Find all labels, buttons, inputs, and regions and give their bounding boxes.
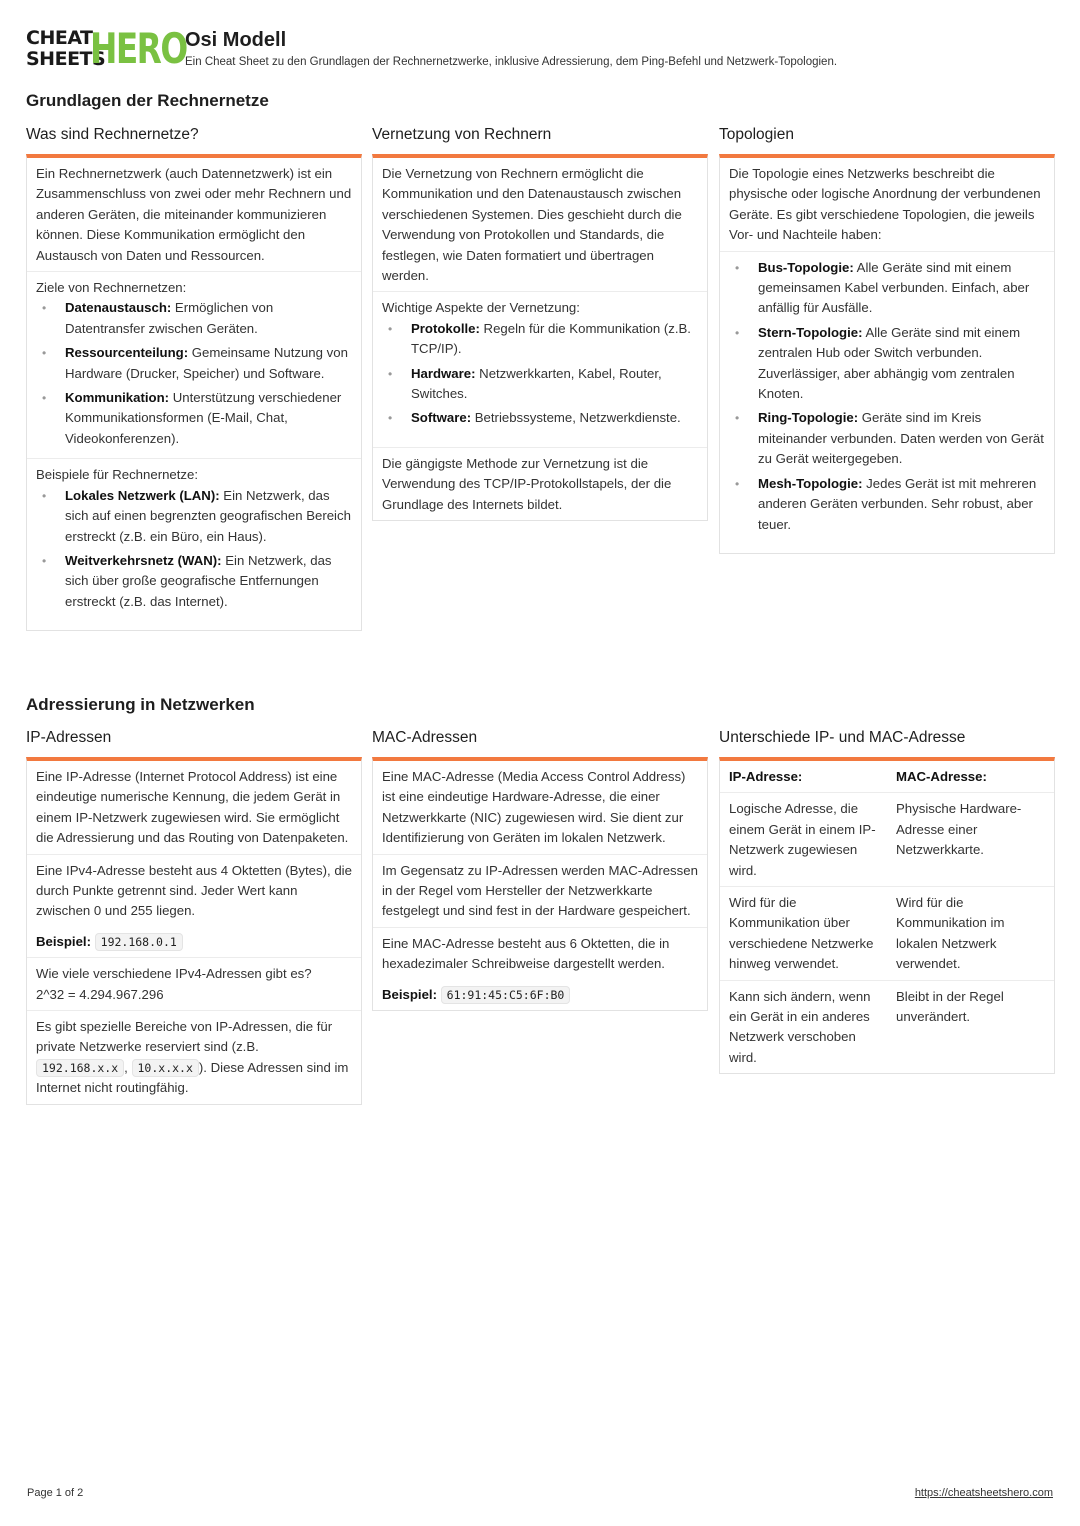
table-row [720,887,1054,981]
ipv4-block [27,855,361,959]
card-topologien [719,154,1055,554]
mac-definition: Eine MAC-Adresse (Media Access Control Address) ist eine eindeutige Hardware-Adresse, die einer Netzwerkkarte (NIC) zugewiesen wird. Sie dient zur Identifizierung von Geräten im lokalen Netzwerk. [373,761,707,855]
section-title-grundlagen: Grundlagen der Rechnernetze [26,91,269,110]
ipv4-text: Eine IPv4-Adresse besteht aus 4 Oktetten (Bytes), die durch Punkte getrennt sind. Jeder Wert kann zwischen 0 und 255 liegen. [36,862,352,919]
card-mac-adressen [372,757,708,1011]
list-item [36,388,352,449]
column-vernetzung [372,126,708,521]
list-item-text: Gemeinsame Nutzung von Hardware (Drucker, Speicher) und Software. [65,345,348,381]
list-item-term: Lokales Netzwerk (LAN): [65,487,220,503]
example-label: Beispiel: [382,986,437,1002]
ip-example-code: 192.168.0.1 [95,933,183,951]
table-row [720,793,1054,887]
page-number: Page 1 of 2 [27,1487,84,1499]
card-title: Unterschiede IP- und MAC-Adresse [719,729,966,746]
cell-ip: Logische Adresse, die einem Gerät in einem IP-Netzwerk zugewiesen wird. [720,793,887,887]
header-mac: MAC-Adresse: [887,761,1054,793]
list-item-text: Ein Netzwerk, das sich über große geografische Entfernungen erstreckt (z.B. das Internet). [65,552,332,609]
list-item-text: Ermöglichen von Datentransfer zwischen Geräten. [65,300,274,336]
card-title: IP-Adressen [26,729,112,746]
card-vernetzung [372,154,708,521]
examples-block [27,459,361,630]
example-label: Beispiel: [36,933,91,949]
list-item [729,408,1045,469]
list-item-text: Regeln für die Kommunikation (z.B. TCP/IP). [411,320,691,357]
column-topologien [719,126,1055,554]
list-item-term: Stern-Topologie: [758,324,863,340]
list-item-text: Alle Geräte sind mit einem zentralen Hub oder Switch verbunden. Zuverlässiger, aber abhängig vom zentralen Knoten. [758,324,1021,402]
cell-ip: Wird für die Kommunikation über verschiedene Netzwerke hinweg verwendet. [720,887,887,981]
list-item-term: Weitverkehrsnetz (WAN): [65,552,222,568]
private-ranges-sep: , [124,1059,132,1075]
card-rechnernetze [26,154,362,631]
list-item-term: Kommunikation: [65,390,170,406]
ip-example [36,932,352,952]
list-item-term: Ressourcenteilung: [65,345,189,361]
cheatsheetshero-logo[interactable] [26,24,187,73]
list-item-term: Bus-Topologie: [758,259,854,275]
ipv4-count-block [27,958,361,1011]
list-item-term: Datenaustausch: [65,300,172,316]
private-ranges-block [27,1011,361,1104]
page-title: Osi Modell [185,29,287,51]
page-subtitle: Ein Cheat Sheet zu den Grundlagen der Rechnernetzwerke, inklusive Adressierung, dem Ping-Befehl und Netzwerk-Topologien. [185,56,838,68]
private-range-code-2: 10.x.x.x [132,1059,199,1077]
list-item [729,323,1045,405]
mac-example [382,985,698,1005]
intro-text: Ein Rechnernetzwerk (auch Datennetzwerk) ist ein Zusammenschluss von zwei oder mehr Rechnern und anderen Geräten, die miteinander kommunizieren können. Diese Kommunikation ermöglicht den Austausch von Daten und Ressourcen. [27,158,361,272]
topology-block [720,252,1054,553]
private-range-code-1: 192.168.x.x [36,1059,124,1077]
list-item [729,474,1045,535]
ipv4-count-answer: 2^32 = 4.294.967.296 [36,986,164,1002]
column-ip-adressen [26,729,362,1105]
intro-text: Die Vernetzung von Rechnern ermöglicht die Kommunikation und den Datenaustausch zwischen verschiedenen Systemen. Dies geschieht durch die Verwendung von Protokollen und Standards, die festlegen, wie Daten formatiert und übertragen werden. [373,158,707,292]
card-title: Was sind Rechnernetze? [26,126,199,143]
list-item [36,343,352,384]
mac-format-block [373,928,707,1010]
examples-list [36,486,352,612]
aspects-label: Wichtige Aspekte der Vernetzung: [382,300,580,316]
goals-label: Ziele von Rechnernetzen: [36,280,187,296]
list-item-text: Ein Netzwerk, das sich auf einen begrenzten geografischen Bereich erstreckt (z.B. ein Büro, ein Haus). [65,487,351,544]
list-item [36,486,352,547]
section-title-adressierung: Adressierung in Netzwerken [26,695,255,714]
cell-mac: Physische Hardware-Adresse einer Netzwerkkarte. [887,793,1054,887]
list-item [36,298,352,339]
private-ranges-pre: Es gibt spezielle Bereiche von IP-Adressen, die für private Netzwerke reserviert sind (z.B. [36,1019,333,1055]
header [26,24,1056,73]
list-item-text: Geräte sind im Kreis miteinander verbunden. Daten werden von Gerät zu Gerät weitergegeben. [758,410,1044,467]
list-item-text: Jedes Gerät ist mit mehreren anderen Geräten verbunden. Sehr robust, aber teuer. [758,475,1037,532]
cell-mac: Bleibt in der Regel unverändert. [896,988,1004,1025]
ip-definition: Eine IP-Adresse (Internet Protocol Address) ist eine eindeutige numerische Kennung, die jedem Gerät in einem IP-Netzwerk zugewiesen wird. Sie ermöglicht die Adressierung und das Routing von Datenpaketen. [27,761,361,855]
list-item-term: Hardware: [411,365,476,381]
card-unterschiede [719,757,1055,1074]
intro-text: Die Topologie eines Netzwerks beschreibt die physische oder logische Anordnung der verbundenen Geräte. Es gibt verschiedene Topologien, die jeweils Vor- und Nachteile haben: [720,158,1054,252]
logo-hero: HERO [90,24,187,73]
list-item-term: Protokolle: [411,320,480,336]
logo-line1: CHEAT [26,27,93,49]
aspects-block [373,292,707,447]
card-title: Topologien [719,126,794,143]
list-item [36,551,352,612]
card-ip-adressen [26,757,362,1105]
list-item-text: Netzwerkkarten, Kabel, Router, Switches. [411,365,662,402]
list-item-text: Alle Geräte sind mit einem gemeinsamen Kabel verbunden. Einfach, aber anfällig für Ausfälle. [758,259,1030,316]
card-title: Vernetzung von Rechnern [372,126,552,143]
topology-list [729,258,1045,535]
list-item-term: Mesh-Topologie: [758,475,863,491]
card-title: MAC-Adressen [372,729,478,746]
aspects-list [382,319,698,429]
goals-list [36,298,352,449]
table-header-row [720,761,1054,793]
cell-mac: Wird für die Kommunikation im lokalen Netzwerk verwendet. [887,887,1054,981]
list-item [382,364,698,405]
ipv4-count-question: Wie viele verschiedene IPv4-Adressen gibt es? [36,966,312,982]
table-row [720,980,1054,1073]
mac-format-text: Eine MAC-Adresse besteht aus 6 Oktetten, die in hexadezimaler Schreibweise dargestellt werden. [382,935,670,972]
list-item-term: Software: [411,410,472,426]
header-ip: IP-Adresse: [720,761,887,793]
column-mac-adressen [372,729,708,1011]
column-unterschiede [719,729,1055,1074]
examples-label: Beispiele für Rechnernetze: [36,467,199,483]
goals-block [27,272,361,459]
mac-example-code: 61:91:45:C5:6F:B0 [441,986,571,1004]
column-rechnernetze [26,126,362,631]
list-item [729,258,1045,319]
cell-ip: Kann sich ändern, wenn ein Gerät in ein anderes Netzwerk verschoben wird. [729,988,871,1065]
list-item [382,319,698,360]
private-ranges-post: ). Diese Adressen sind im Internet nicht routingfähig. [36,1059,349,1096]
logo-line2: SHEETS [26,48,106,70]
footer-link[interactable]: https://cheatsheetshero.com [914,1487,1053,1499]
list-item [382,408,698,428]
comparison-table [720,761,1054,1073]
outro-text: Die gängigste Methode zur Vernetzung ist die Verwendung des TCP/IP-Protokollstapels, der die Grundlage des Internets bildet. [382,455,672,512]
list-item-text: Unterstützung verschiedener Kommunikationsformen (E-Mail, Chat, Videokonferenzen). [65,390,342,446]
mac-manufacturer: Im Gegensatz zu IP-Adressen werden MAC-Adressen in der Regel vom Hersteller der Netzwerkkarte festgelegt und sind fest in der Hardware gespeichert. [373,855,707,928]
list-item-term: Ring-Topologie: [758,410,859,426]
list-item-text: Betriebssysteme, Netzwerkdienste. [471,410,681,426]
